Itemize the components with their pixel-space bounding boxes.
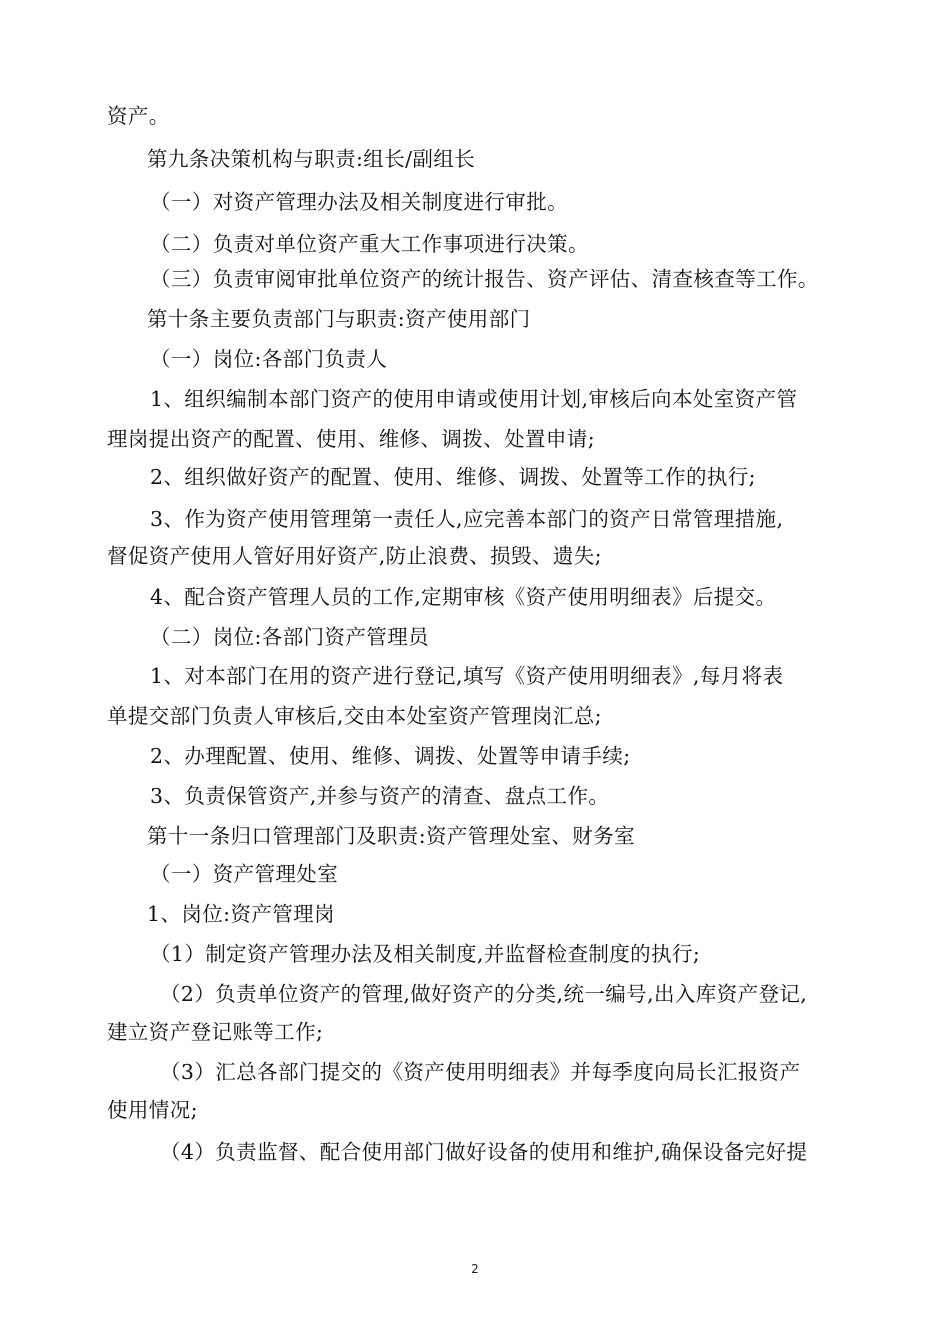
text-line: （三）负责审阅审批单位资产的统计报告、资产评估、清查核查等工作。 xyxy=(150,267,819,291)
text-line: 第十条主要负责部门与职责:资产使用部门 xyxy=(147,307,531,331)
text-line: 1、对本部门在用的资产进行登记,填写《资产使用明细表》,每月将表 xyxy=(150,664,784,688)
text-line: 2、组织做好资产的配置、使用、维修、调拨、处置等工作的执行; xyxy=(150,465,756,489)
text-line: 1、岗位:资产管理岗 xyxy=(147,902,335,926)
text-line: （二）负责对单位资产重大工作事项进行决策。 xyxy=(150,232,589,256)
text-line: 资产。 xyxy=(107,104,170,128)
text-line: （一）对资产管理办法及相关制度进行审批。 xyxy=(150,190,568,214)
text-line: （二）岗位:各部门资产管理员 xyxy=(150,625,430,649)
text-line: （4）负责监督、配合使用部门做好设备的使用和维护,确保设备完好提 xyxy=(160,1140,808,1164)
text-line: 单提交部门负责人审核后,交由本处室资产管理岗汇总; xyxy=(107,704,602,728)
text-line: 4、配合资产管理人员的工作,定期审核《资产使用明细表》后提交。 xyxy=(150,585,777,609)
text-line: 建立资产登记账等工作; xyxy=(107,1020,324,1044)
text-line: 1、组织编制本部门资产的使用申请或使用计划,审核后向本处室资产管 xyxy=(150,387,798,411)
page-number: 2 xyxy=(471,1262,479,1276)
text-line: 第九条决策机构与职责:组长/副组长 xyxy=(147,147,476,171)
text-line: （3）汇总各部门提交的《资产使用明细表》并每季度向局长汇报资产 xyxy=(160,1060,801,1084)
text-line: （1）制定资产管理办法及相关制度,并监督检查制度的执行; xyxy=(150,942,701,966)
text-line: 3、负责保管资产,并参与资产的清查、盘点工作。 xyxy=(150,784,610,808)
text-line: （一）资产管理处室 xyxy=(150,862,339,886)
text-line: 2、办理配置、使用、维修、调拨、处置等申请手续; xyxy=(150,744,631,768)
text-line: 3、作为资产使用管理第一责任人,应完善本部门的资产日常管理措施, xyxy=(150,507,784,531)
text-line: 理岗提出资产的配置、使用、维修、调拨、处置申请; xyxy=(107,427,596,451)
text-line: 督促资产使用人管好用好资产,防止浪费、损毁、遗失; xyxy=(107,544,602,568)
text-line: （一）岗位:各部门负责人 xyxy=(150,347,388,371)
text-line: 第十一条归口管理部门及职责:资产管理处室、财务室 xyxy=(147,824,636,848)
text-line: （2）负责单位资产的管理,做好资产的分类,统一编号,出入库资产登记, xyxy=(160,982,808,1006)
text-line: 使用情况; xyxy=(107,1098,198,1122)
